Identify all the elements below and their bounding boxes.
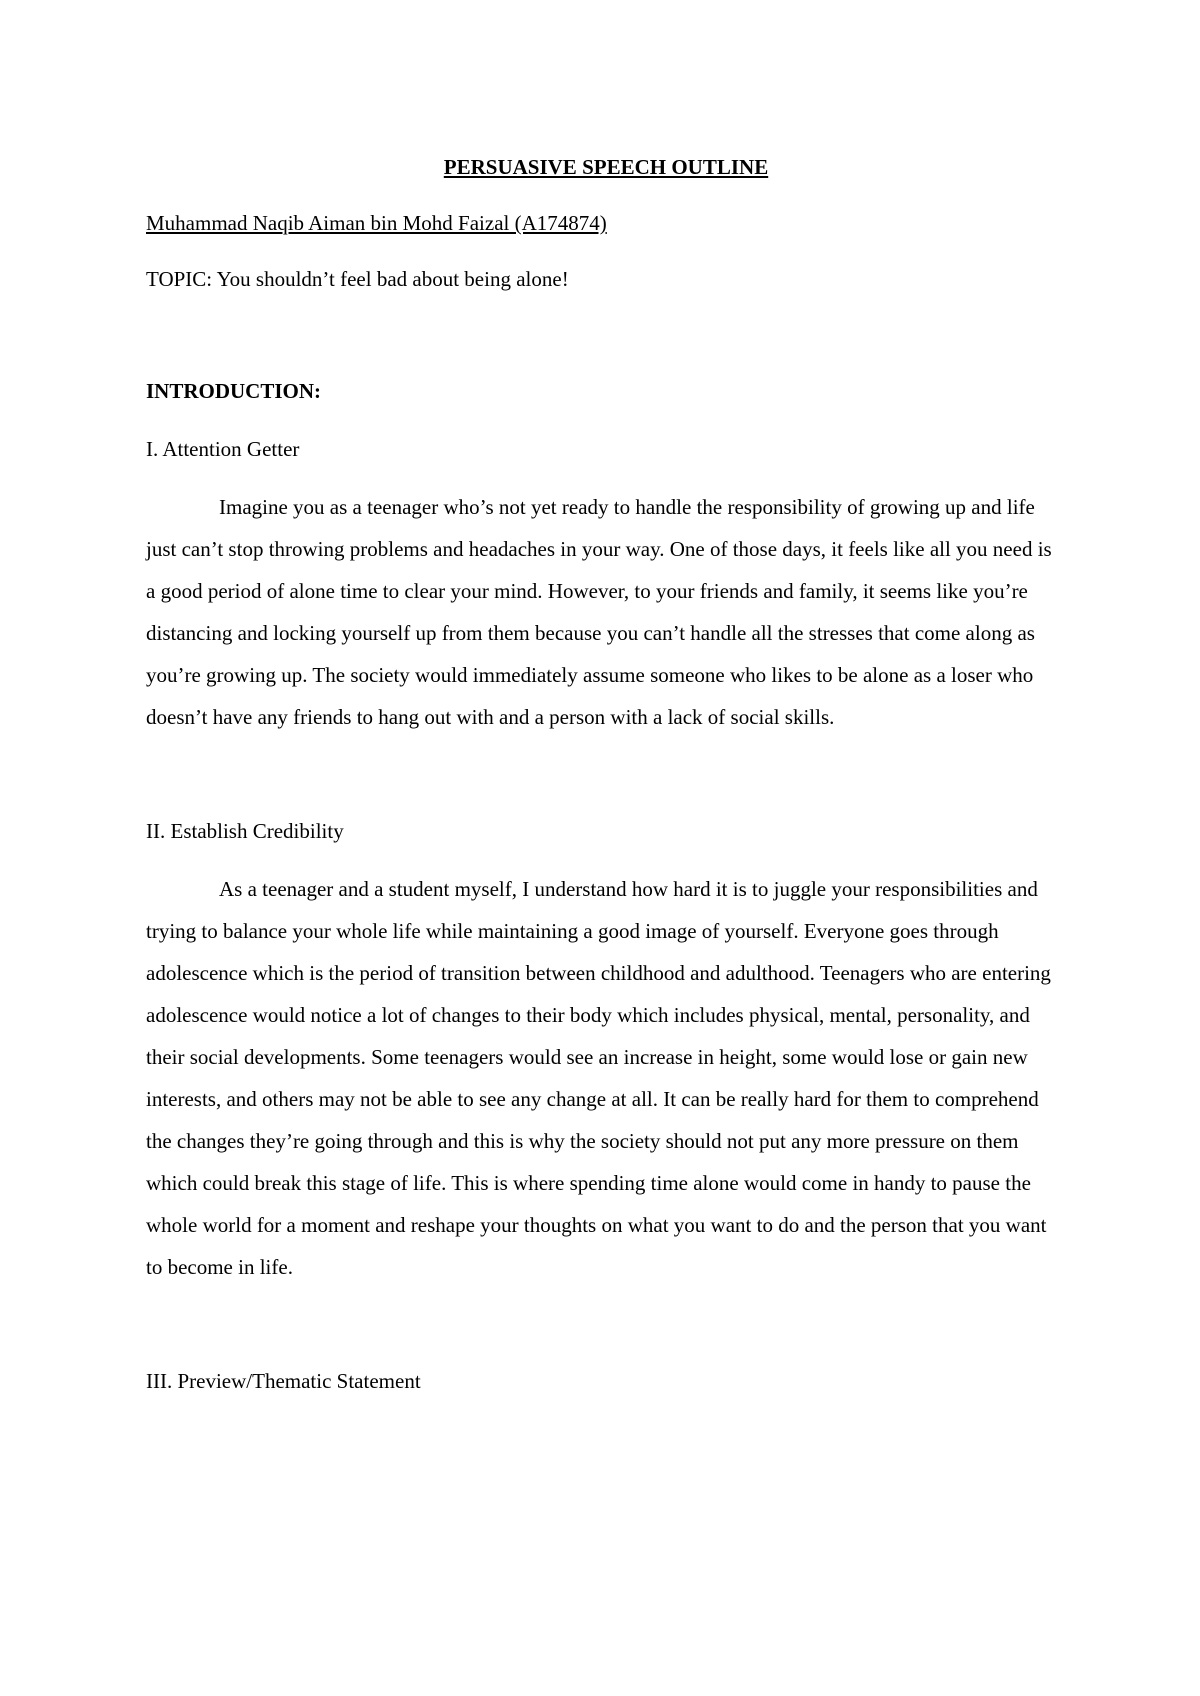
author-line: Muhammad Naqib Aiman bin Mohd Faizal (A174874) [146, 211, 607, 235]
document-title: PERSUASIVE SPEECH OUTLINE [443, 155, 769, 179]
attention-getter-paragraph: Imagine you as a teenager who’s not yet ready to handle the responsibility of growing up and life just can’t stop throwing problems and headaches in your way. One of those days, it feels like all you need is a good period of alone time to clear your mind. However, to your friends and family, it seems like you’re distancing and locking yourself up from them because you can’t handle all the stresses that come along as you’re growing up. The society would immediately assume someone who likes to be alone as a loser who doesn’t have any friends to hang out with and a person with a lack of social skills. [146, 495, 1052, 729]
topic-line: TOPIC: You shouldn’t feel bad about being alone! [146, 267, 569, 291]
establish-credibility-paragraph: As a teenager and a student myself, I understand how hard it is to juggle your responsibilities and trying to balance your whole life while maintaining a good image of yourself. Everyone goes through adolescence which is the period of transition between childhood and adulthood. Teenagers who are entering adolescence would notice a lot of changes to their body which includes physical, mental, personality, and their social developments. Some teenagers would see an increase in height, some would lose or gain new interests, and others may not be able to see any change at all. It can be really hard for them to comprehend the changes they’re going through and this is why the society should not put any more pressure on them which could break this stage of life. This is where spending time alone would come in handy to pause the whole world for a moment and reshape your thoughts on what you want to do and the person that you want to become in life. [146, 877, 1051, 1279]
introduction-heading: INTRODUCTION: [146, 379, 322, 403]
attention-getter-heading: I. Attention Getter [146, 437, 300, 461]
document-body [146, 146, 1066, 1402]
establish-credibility-heading: II. Establish Credibility [146, 819, 344, 843]
preview-thematic-heading: III. Preview/Thematic Statement [146, 1369, 421, 1393]
